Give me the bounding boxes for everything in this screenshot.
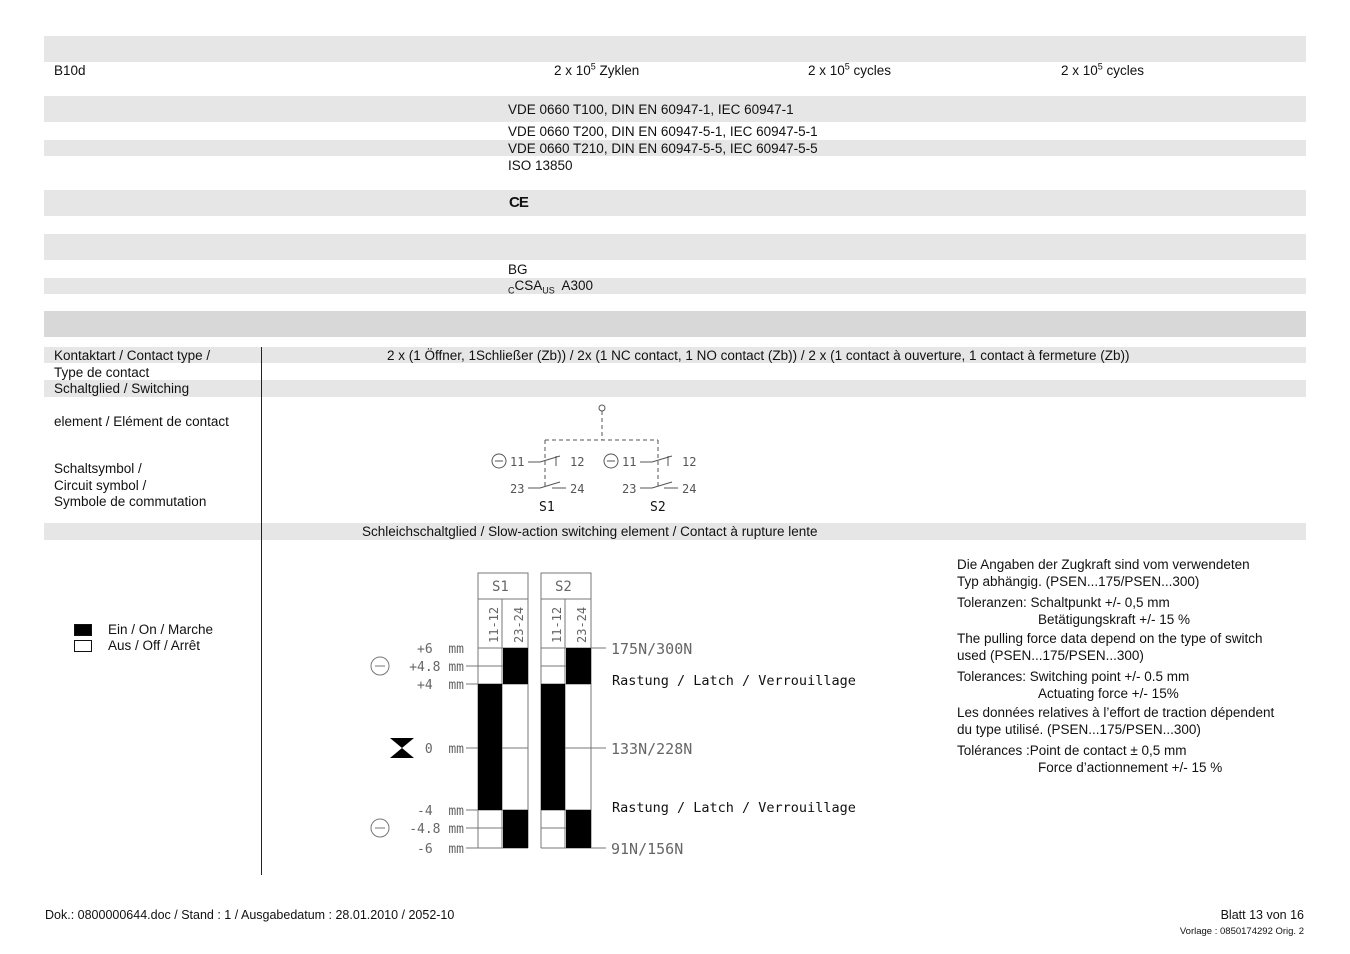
stroke-zero: 0 mm [424,742,464,757]
band-approvals-1 [44,234,1306,260]
column-divider [261,347,262,875]
diagram-col-s2-23-24: 23-24 [575,606,589,643]
note-line-6: used (PSEN...175/PSEN...300) [957,648,1144,663]
stroke-plus-4-8: +4.8 mm [409,660,464,675]
standard-3: VDE 0660 T210, DIN EN 60947-5-5, IEC 60947-5-5 [508,141,818,156]
standard-2: VDE 0660 T200, DIN EN 60947-5-1, IEC 60947-5-1 [508,124,818,139]
stroke-plus-4: +4 mm [417,678,464,693]
switch-label-s2: S2 [650,500,666,515]
note-line-2: Typ abhängig. (PSEN...175/PSEN...300) [957,574,1200,589]
legend-off-swatch [74,640,92,652]
standard-1: VDE 0660 T100, DIN EN 60947-1, IEC 60947-1 [508,102,794,117]
b10d-label: B10d [54,63,86,78]
force-175-300: 175N/300N [611,640,693,658]
note-line-5: The pulling force data depend on the type of switch [957,631,1263,646]
note-line-11: Tolérances :Point de contact ± 0,5 mm [957,743,1187,758]
band-switch [44,380,1306,397]
note-line-7: Tolerances: Switching point +/- 0.5 mm [957,669,1190,684]
terminal-24-s2: 24 [682,482,697,496]
note-line-3: Toleranzen: Schaltpunkt +/- 0,5 mm [957,595,1170,610]
b10d-de: 2 x $10^5$ Zyklen [554,61,640,78]
note-line-4: Betätigungskraft +/- 15 % [1038,612,1190,627]
ce-mark: CE [509,194,528,211]
note-line-8: Actuating force +/- 15% [1038,686,1179,701]
diagram-col-s2-11-12: 11-12 [550,606,564,643]
band-approvals-2 [44,278,1306,294]
circuit-symbol [480,404,720,516]
circuit-symbol-label-1: Schaltsymbol / [54,461,142,476]
terminal-11-s2: 11 [622,455,637,469]
diagram-header-s1: S1 [492,579,509,595]
stroke-minus-4-8: -4.8 mm [409,822,464,837]
stroke-plus-6: +6 mm [417,642,464,657]
terminal-12-s2: 12 [682,455,697,469]
legend-on-swatch [74,624,92,636]
footer-document-info: Dok.: 0800000644.doc / Stand : 1 / Ausgabedatum : 28.01.2010 / 2052-10 [45,908,455,922]
latch-label-lower: Rastung / Latch / Verrouillage [612,800,856,816]
note-line-9: Les données relatives à l’effort de traction dépendent [957,705,1275,720]
approval-csa: $_CCSA_{US}$ A300 [508,278,594,296]
note-line-1: Die Angaben der Zugkraft sind vom verwendeten [957,557,1250,572]
stroke-minus-4: -4 mm [417,804,464,819]
terminal-23-s2: 23 [622,482,637,496]
diagram-col-s1-23-24: 23-24 [512,606,526,643]
diagram-header-s2: S2 [555,579,572,595]
terminal-24-s1: 24 [570,482,585,496]
slow-action-label: Schleichschaltglied / Slow-action switching element / Contact à rupture lente [362,524,818,539]
band-section-header [44,311,1306,337]
footer-template: Vorlage : 0850174292 Orig. 2 [1179,926,1304,937]
band-ce [44,190,1306,216]
approval-bg: BG [508,262,528,277]
switch-label-s1: S1 [539,500,555,515]
band-header [44,36,1306,62]
b10d-en: 2 x $10^5$ cycles [808,61,892,78]
note-line-12: Force d’actionnement +/- 15 % [1038,760,1223,775]
latch-label-upper: Rastung / Latch / Verrouillage [612,673,856,689]
circuit-symbol-label-3: Symbole de commutation [54,494,207,509]
contact-type-label-2: Type de contact [54,365,150,380]
switching-diagram [362,570,856,862]
legend-off-label: Aus / Off / Arrêt [108,638,201,653]
footer-page-number: Blatt 13 von 16 [1220,908,1304,922]
circuit-symbol-label-2: Circuit symbol / [54,478,147,493]
force-91-156: 91N/156N [611,840,684,858]
terminal-11-s1: 11 [510,455,525,469]
terminal-23-s1: 23 [510,482,525,496]
standard-4: ISO 13850 [508,158,573,173]
switch-element-label-1: Schaltglied / Switching [54,381,190,396]
contact-type-value: 2 x (1 Öffner, 1Schließer (Zb)) / 2x (1 NC contact, 1 NO contact (Zb)) / 2 x (1 contact à ouverture, 1 contact à fermeture (Zb)) [387,348,1130,363]
terminal-12-s1: 12 [570,455,585,469]
diagram-col-s1-11-12: 11-12 [487,606,501,643]
legend-on-label: Ein / On / Marche [108,622,214,637]
stroke-minus-6: -6 mm [417,842,464,857]
switch-element-label-2: element / Elément de contact [54,414,229,429]
note-line-10: du type utilisé. (PSEN...175/PSEN...300) [957,722,1201,737]
b10d-fr: 2 x $10^5$ cycles [1061,61,1145,78]
contact-type-label-1: Kontaktart / Contact type / [54,348,211,363]
force-133-228: 133N/228N [611,740,693,758]
